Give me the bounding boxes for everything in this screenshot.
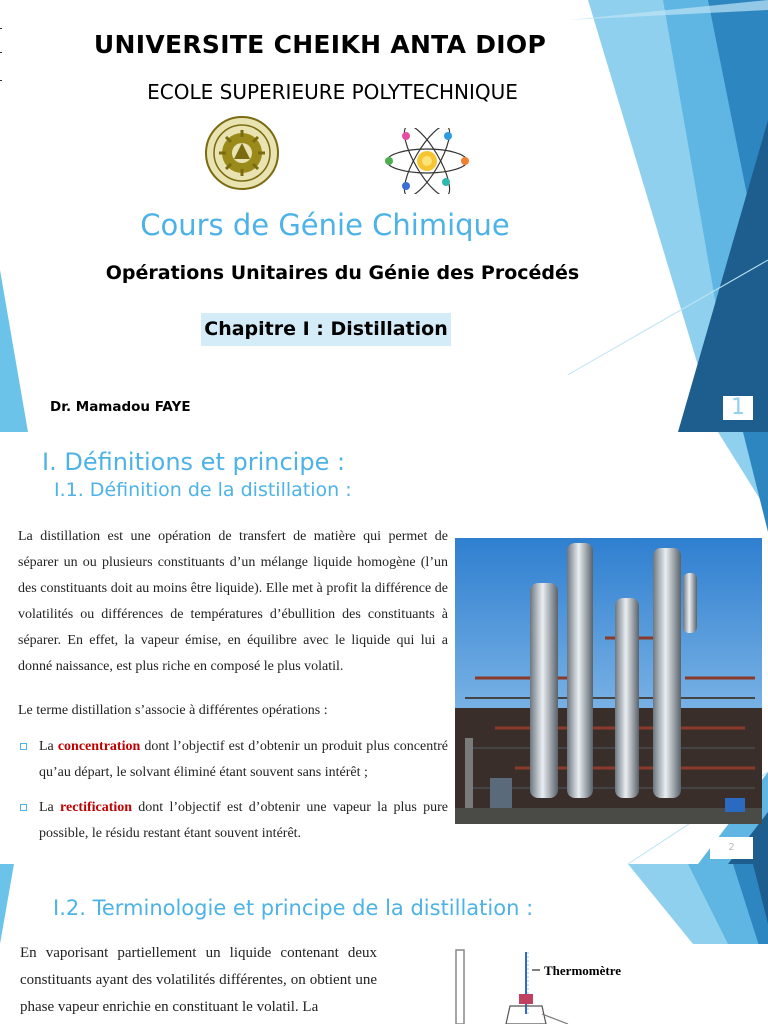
bullet-square-icon [20,743,27,750]
bullet-keyword: rectification [60,800,133,815]
slide-number: 2 [710,837,753,859]
school-name: ECOLE SUPERIEURE POLYTECHNIQUE [147,80,518,104]
subsection-heading: I.1. Définition de la distillation : [54,479,352,501]
definition-paragraph: La distillation est une opération de transfert de matière qui permet de séparer un ou plusieurs constituants d’un mélange liquide homogène (l’un des constituants doit au moins être liquide). Elle met à profit la différence de volatilités ou différences de températures d’ébullition des constituants à séparer. En effet, la vapeur émise, en équilibre avec le liquide qui lui a donné naissance, est plus riche en composé le plus volatil. [18,529,448,674]
bullet-prefix: La [39,739,58,754]
bullet-prefix: La [39,800,61,815]
bullet-square-icon [20,804,27,811]
list-item [18,795,448,847]
title-slide [0,0,768,432]
bullet-text: dont l’objectif est d’obtenir un produit plus concentré qu’au départ, le solvant éliminé étant souvent sans intérêt ; [39,739,448,780]
slide-number: 1 [723,396,753,420]
left-edge-triangle [0,270,28,432]
distillation-columns-photo [455,538,762,824]
left-edge-triangle [0,864,14,944]
terminology-slide [0,864,768,1024]
distillation-apparatus-diagram [400,944,768,1024]
operations-lead: Le terme distillation s’associe à différentes opérations : [18,703,328,718]
chapter-title: Chapitre I : Distillation [201,313,451,346]
list-item [18,734,448,786]
course-subtitle: Opérations Unitaires du Génie des Procédés [105,262,580,284]
university-name: UNIVERSITE CHEIKH ANTA DIOP [93,30,547,59]
terminology-paragraph: En vaporisant partiellement un liquide contenant deux constituants ayant des volatilités différentes, on obtient une phase vapeur enrichie en constituant le volatil. La [20,945,377,1015]
definition-slide [0,432,768,864]
diagram-label: Thermomètre [544,963,622,978]
author-name: Dr. Mamadou FAYE [50,399,191,415]
course-title: Cours de Génie Chimique [140,208,510,242]
section-heading: I. Définitions et principe : [42,448,346,476]
edge-mark [0,28,2,29]
university-seal-icon [204,115,280,191]
section-heading: I.2. Terminologie et principe de la distillation : [53,896,534,920]
bullet-keyword: concentration [57,739,141,754]
atom-icon [384,128,470,194]
bullet-text: dont l’objectif est d’obtenir une vapeur la plus pure possible, le résidu restant étant souvent intérêt. [39,800,448,841]
